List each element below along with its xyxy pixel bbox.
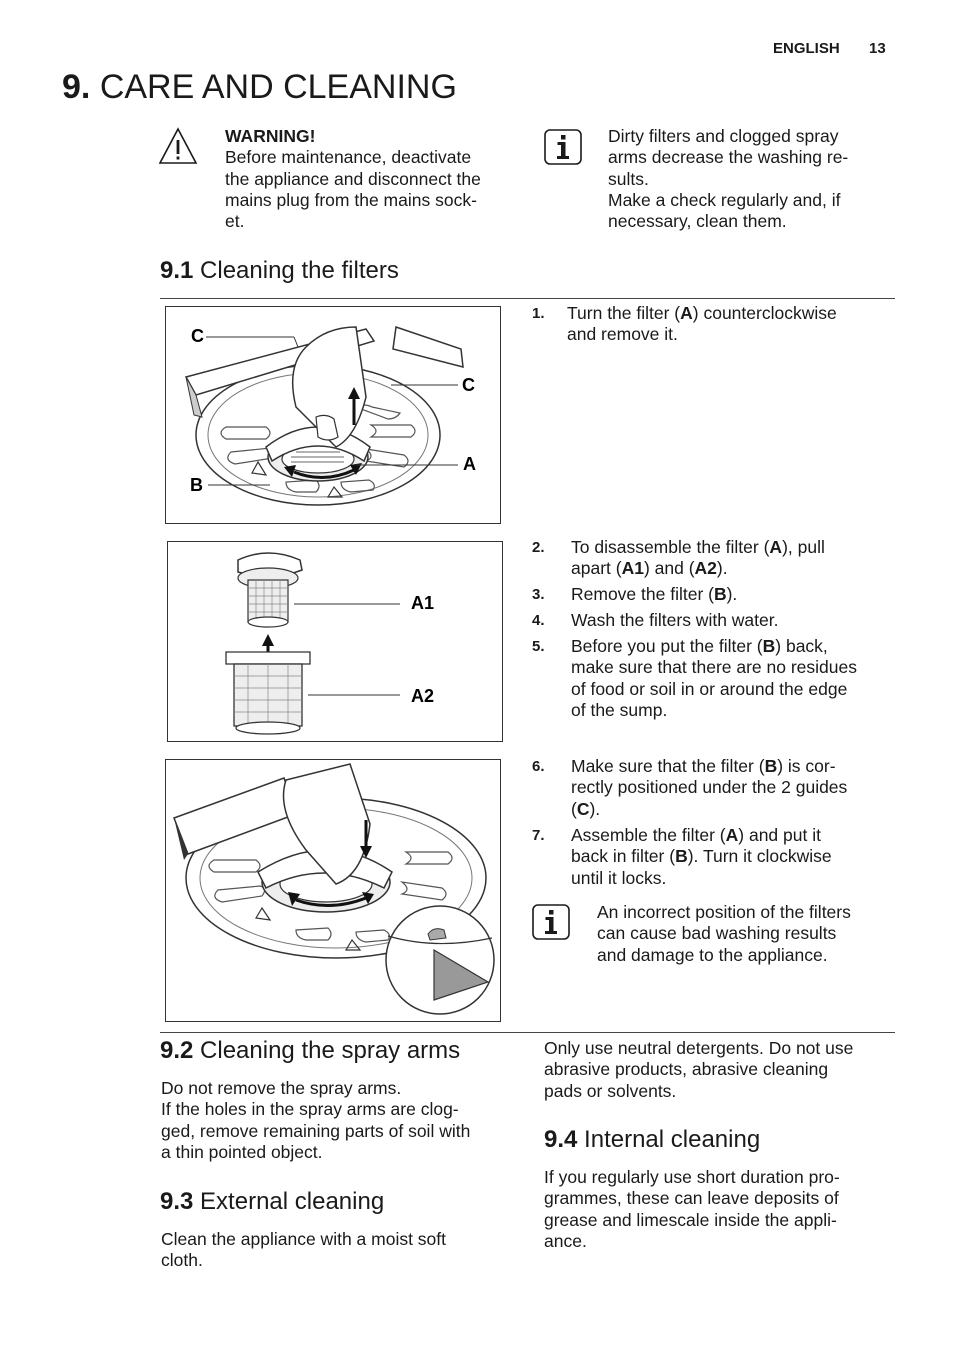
- step-number: 2.: [532, 539, 545, 556]
- step-line: make sure that there are no residues: [571, 657, 857, 678]
- body-line: If you regularly use short duration pro-: [544, 1167, 840, 1187]
- warning-icon: [158, 126, 198, 166]
- title-number: 9.: [62, 68, 91, 106]
- step-number: 1.: [532, 305, 545, 322]
- step-line: [571, 537, 825, 558]
- body-line: ged, remove remaining parts of soil with: [161, 1120, 471, 1141]
- warning-line: mains plug from the mains sock-: [225, 189, 477, 210]
- step-ref: A: [680, 303, 693, 323]
- step-text: ) and put it: [738, 825, 821, 845]
- step-ref: B: [762, 636, 776, 656]
- step-text: Before you put the filter (: [571, 636, 763, 656]
- step-line: [567, 303, 837, 324]
- step-text: ).: [716, 558, 728, 579]
- step-text: Turn the filter (: [567, 303, 681, 323]
- section-title: Cleaning the filters: [200, 257, 399, 284]
- section-heading-9-4: [544, 1125, 760, 1155]
- figure-label-c: C: [191, 326, 204, 346]
- step-number: 6.: [532, 758, 545, 775]
- step-text: ), pull: [782, 537, 825, 557]
- page-title: [62, 66, 457, 108]
- step-text: Remove the filter (: [571, 584, 714, 604]
- step-ref: A2: [694, 558, 717, 579]
- step-text: back in filter (: [571, 846, 676, 867]
- info-line: Make a check regularly and, if: [608, 189, 841, 210]
- step-text: ) and (: [643, 558, 695, 579]
- section-rule: [160, 298, 895, 299]
- body-line: grammes, these can leave deposits of: [544, 1188, 839, 1209]
- step-ref: A: [769, 537, 783, 557]
- warning-block: [225, 126, 525, 232]
- warning-line: et.: [225, 211, 245, 232]
- body-line: pads or solvents.: [544, 1080, 677, 1101]
- step-line: of food or soil in or around the edge: [571, 678, 848, 699]
- section-9-2-text: [161, 1078, 521, 1163]
- section-number: 9.4: [544, 1126, 578, 1153]
- step-text: ) is cor-: [777, 756, 836, 776]
- warning-heading: WARNING!: [225, 126, 316, 146]
- figure-label-a2: A2: [411, 686, 435, 706]
- section-rule: [160, 1032, 895, 1033]
- detergent-note: [544, 1038, 904, 1102]
- step-line: and remove it.: [567, 324, 678, 345]
- step-ref: B: [713, 584, 727, 604]
- page-number: 13: [869, 40, 886, 57]
- step-text: ).: [589, 798, 601, 819]
- step-line: [571, 636, 896, 657]
- step-ref: C: [576, 798, 590, 819]
- body-line: Clean the appliance with a moist soft: [161, 1229, 447, 1249]
- section-number: 9.3: [160, 1188, 194, 1215]
- info-line: and damage to the appliance.: [597, 944, 828, 965]
- step-line: [571, 558, 825, 579]
- step-text: apart (: [571, 558, 622, 579]
- figure-label-b: B: [190, 475, 203, 495]
- step-text: ) counterclockwise: [692, 303, 837, 323]
- section-number: 9.2: [160, 1037, 194, 1064]
- info-icon: [532, 904, 570, 940]
- body-line: cloth.: [161, 1250, 203, 1271]
- body-line: ance.: [544, 1230, 587, 1251]
- step-line: [571, 825, 896, 846]
- section-9-3-text: [161, 1229, 521, 1272]
- section-heading-9-1: [160, 256, 399, 286]
- figure-filter-removal: [165, 306, 501, 524]
- figure-label-c: C: [462, 375, 475, 395]
- info-icon: [544, 129, 582, 165]
- step-line: until it locks.: [571, 867, 667, 888]
- info-line: An incorrect position of the filters: [597, 902, 851, 922]
- step-number: 3.: [532, 586, 545, 603]
- info-line: necessary, clean them.: [608, 211, 787, 232]
- info-line: arms decrease the washing re-: [608, 147, 849, 168]
- info-line: sults.: [608, 168, 649, 189]
- title-text: CARE AND CLEANING: [99, 68, 457, 106]
- step-ref: B: [764, 756, 778, 776]
- info-bottom-text: [597, 902, 897, 966]
- section-heading-9-3: [160, 1187, 384, 1217]
- body-line: a thin pointed object.: [161, 1141, 323, 1162]
- section-title: External cleaning: [200, 1188, 385, 1215]
- step-text: ). Turn it clockwise: [687, 846, 832, 867]
- warning-line: Before maintenance, deactivate: [225, 147, 472, 168]
- info-line: Dirty filters and clogged spray: [608, 126, 839, 146]
- step-number: 7.: [532, 827, 545, 844]
- step-text: (: [571, 798, 577, 819]
- body-line: abrasive products, abrasive cleaning: [544, 1059, 829, 1080]
- step-ref: A: [725, 825, 739, 845]
- section-title: Internal cleaning: [584, 1126, 761, 1153]
- figure-label-a1: A1: [411, 593, 435, 613]
- figure-label-a: A: [463, 454, 476, 474]
- section-number: 9.1: [160, 257, 194, 284]
- info-line: can cause bad washing results: [597, 923, 837, 944]
- warning-line: the appliance and disconnect the: [225, 168, 481, 189]
- step-text: Assemble the filter (: [571, 825, 726, 845]
- step-line: Wash the filters with water.: [571, 610, 779, 630]
- body-line: grease and limescale inside the appli-: [544, 1209, 837, 1230]
- step-text: ) back,: [775, 636, 828, 656]
- step-line: [571, 584, 737, 605]
- body-line: Do not remove the spray arms.: [161, 1078, 402, 1098]
- body-line: If the holes in the spray arms are clog-: [161, 1099, 459, 1120]
- step-number: 4.: [532, 612, 545, 629]
- section-heading-9-2: [160, 1036, 460, 1066]
- body-line: Only use neutral detergents. Do not use: [544, 1038, 854, 1058]
- step-line: of the sump.: [571, 699, 668, 720]
- step-line: [571, 846, 896, 867]
- figure-filter-disassembly: [167, 541, 503, 742]
- section-title: Cleaning the spray arms: [200, 1037, 461, 1064]
- info-top-text: [608, 126, 908, 232]
- step-line: [571, 799, 896, 820]
- step-ref: B: [675, 846, 688, 867]
- section-9-4-text: [544, 1167, 904, 1252]
- step-number: 5.: [532, 638, 545, 655]
- step-text: ).: [726, 584, 738, 604]
- step-ref: A1: [621, 558, 644, 579]
- step-text: To disassemble the filter (: [571, 537, 770, 557]
- figure-filter-assembly: [165, 759, 501, 1022]
- header-language: ENGLISH: [773, 40, 840, 57]
- step-line: [571, 756, 896, 777]
- step-text: Make sure that the filter (: [571, 756, 765, 776]
- step-line: rectly positioned under the 2 guides: [571, 777, 848, 798]
